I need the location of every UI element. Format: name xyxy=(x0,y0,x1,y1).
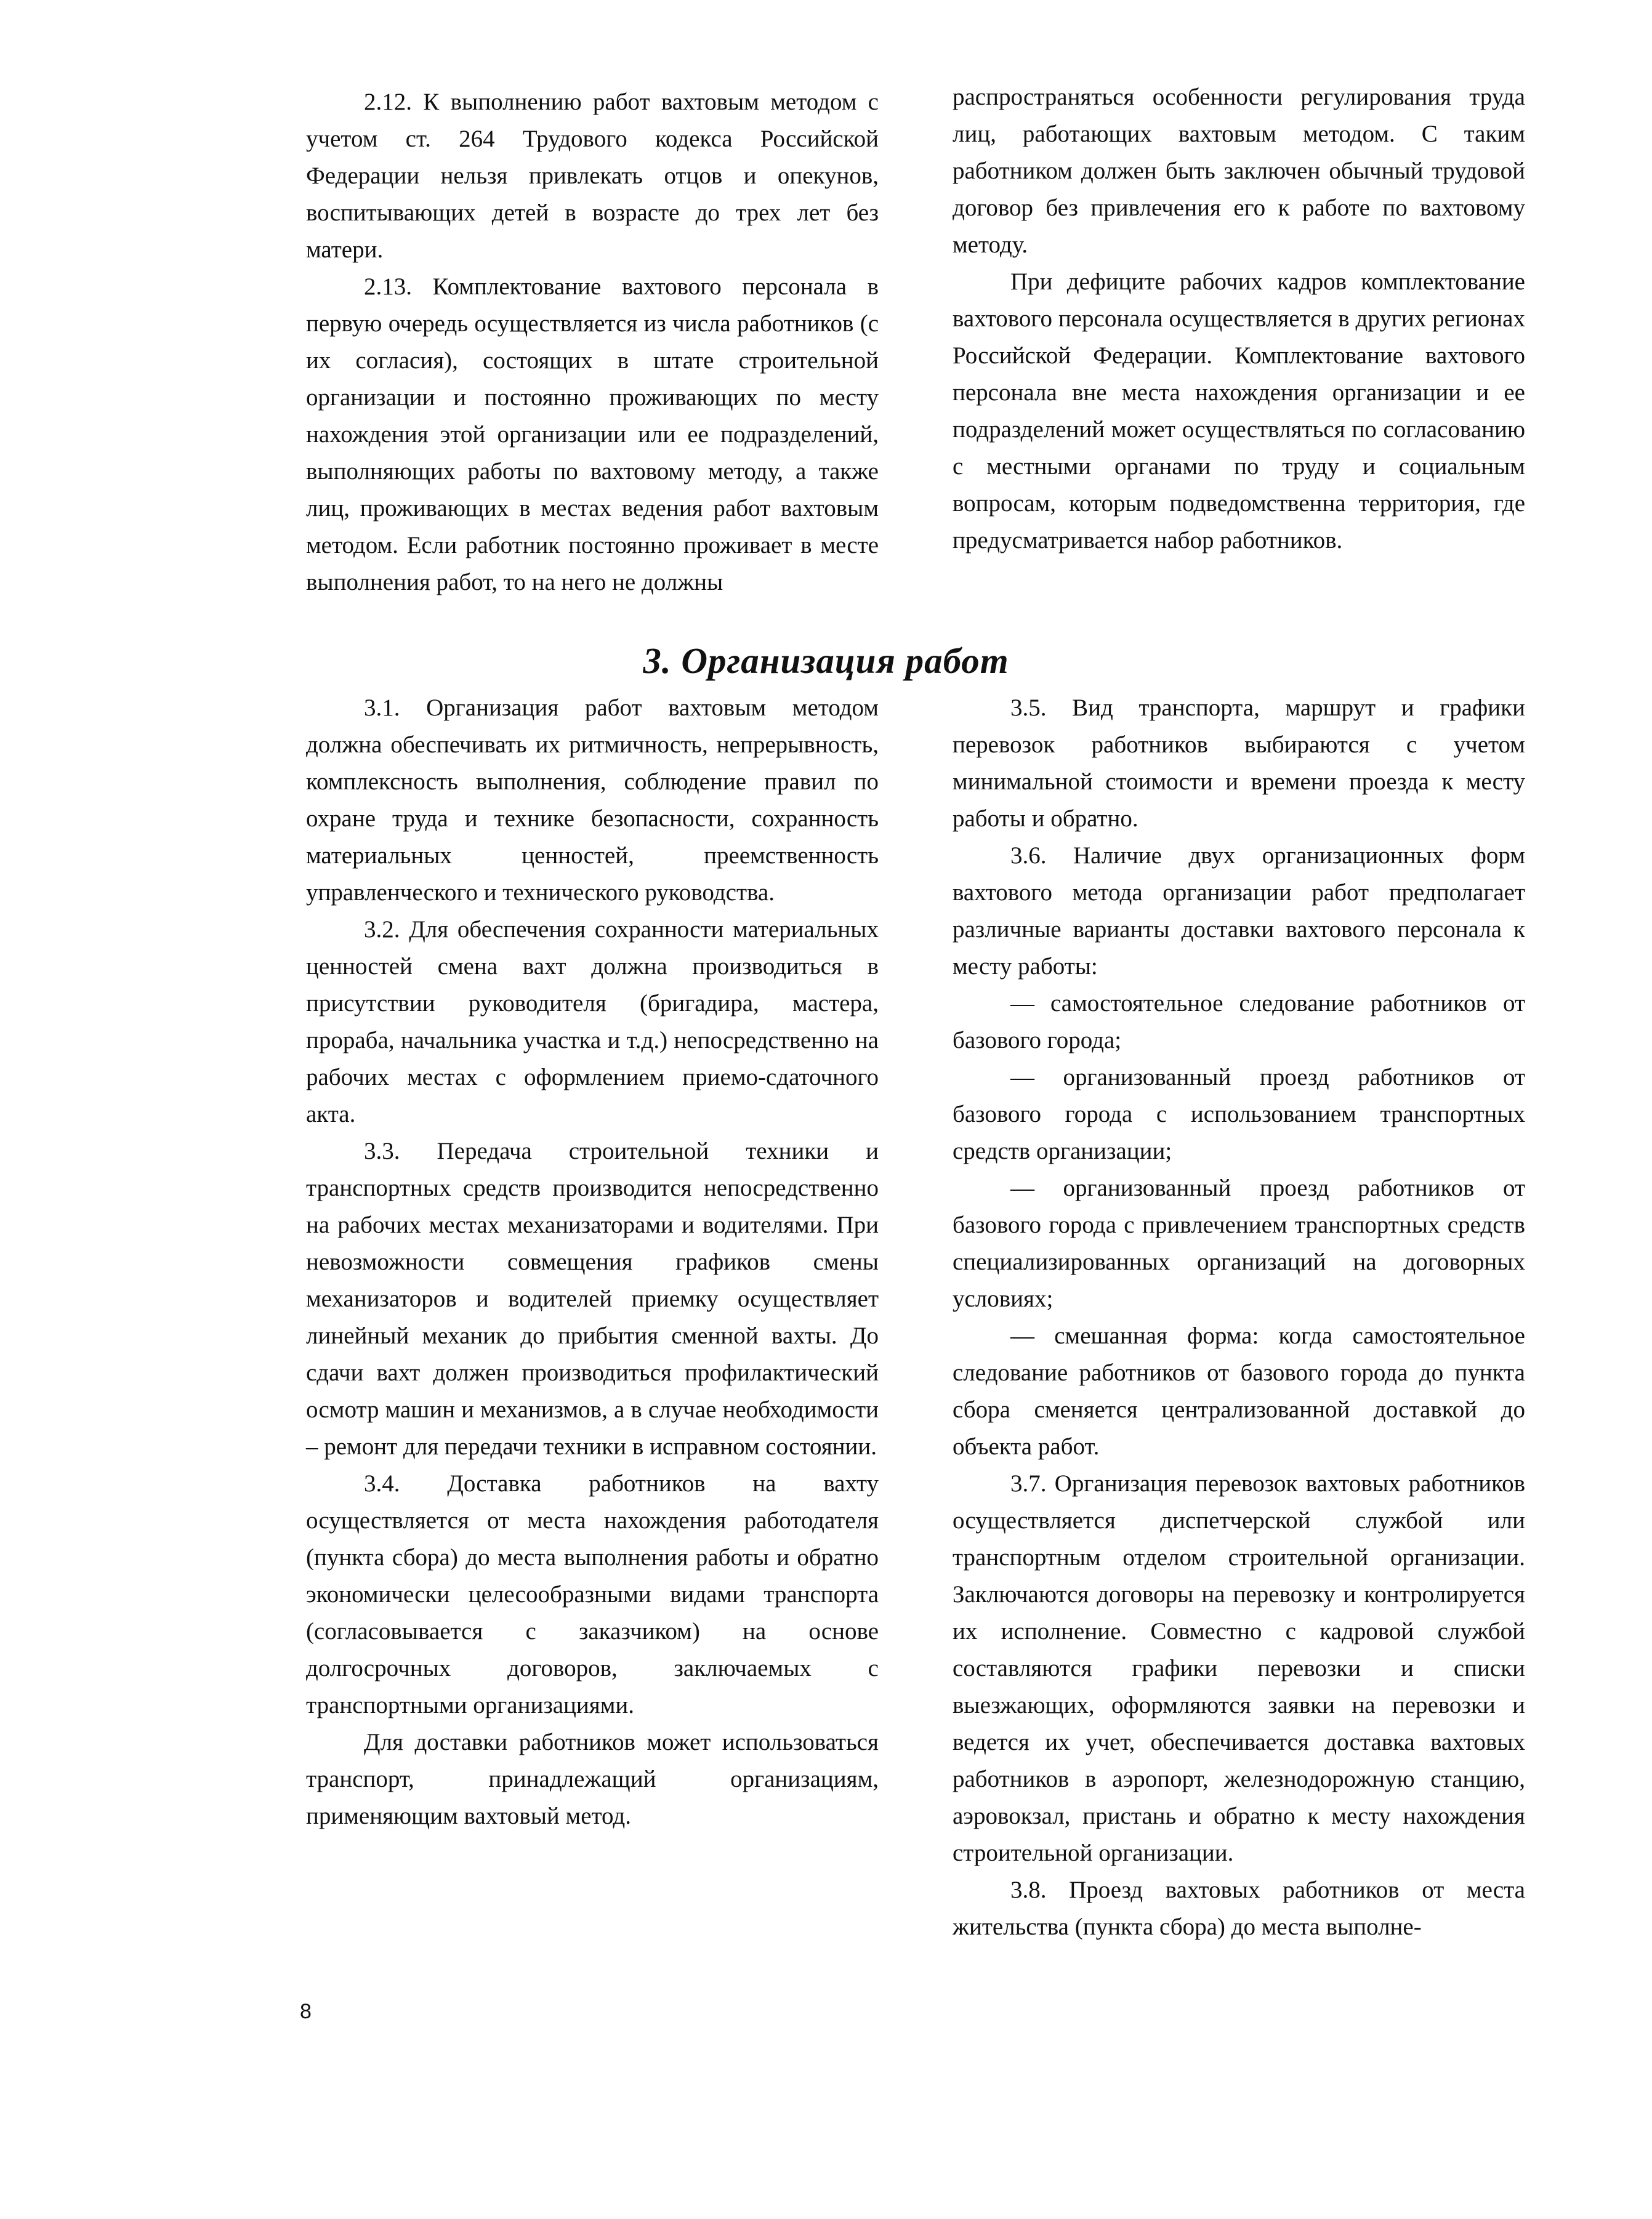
paragraph-3-6: 3.6. Наличие двух организационных форм вахтового метода организации работ предполагает различные варианты доставки вахтового персонала к месту работы: xyxy=(953,842,1525,980)
page-number: 8 xyxy=(300,2000,312,2023)
paragraph-2-13-continued: распространяться особенности регулирования труда лиц, работающих вахтовым методом. С таким работником должен быть заключен обычный трудовой договор без привлечения его к работе по вахтовому методу. xyxy=(953,84,1525,258)
paragraph-3-8: 3.8. Проезд вахтовых работников от места жительства (пункта сбора) до места выполне- xyxy=(953,1877,1525,1940)
list-item-org-transport: — организованный проезд работников от базового города с использованием транспортных средств организации; xyxy=(953,1064,1525,1164)
paragraph-3-4: 3.4. Доставка работников на вахту осуществляется от места нахождения работодателя (пункта сбора) до места выполнения работы и обратно экономически целесообразными видами транспорта (согласовывается с заказчиком) на основе долгосрочных договоров, заключаемых с транспортными организациями. xyxy=(306,1470,879,1718)
paragraph-transport-ownership: Для доставки работников может использоваться транспорт, принадлежащий организациям, применяющим вахтовый метод. xyxy=(306,1729,879,1829)
bottom-right-column xyxy=(953,690,1525,1946)
bottom-left-column xyxy=(306,690,879,1835)
paragraph-3-3: 3.3. Передача строительной техники и транспортных средств производится непосредственно на рабочих местах механизаторами и водителями. При невозможности совмещения графиков смены механизаторов и водителей приемку осуществляет линейный механик до прибытия сменной вахты. До сдачи вахт должен производиться профилактический осмотр машин и механизмов, а в случае необходимости – ремонт для передачи техники в исправном состоянии. xyxy=(306,1138,879,1460)
list-item-contracted-transport: — организованный проезд работников от базового города с привлечением транспортных средств специализированных организаций на договорных условиях; xyxy=(953,1175,1525,1312)
list-item-self-travel: — самостоятельное следование работников от базового города; xyxy=(953,990,1525,1053)
paragraph-3-7: 3.7. Организация перевозок вахтовых работников осуществляется диспетчерской службой или транспортным отделом строительной организации. Заключаются договоры на перевозку и контролируется их исполнение. Совместно с кадровой службой составляются графики перевозки и списки выезжающих, оформляются заявки на перевозки и ведется их учет, обеспечивается доставка вахтовых работников в аэропорт, железнодорожную станцию, аэровокзал, пристань и обратно к месту нахождения строительной организации. xyxy=(953,1470,1525,1866)
paragraph-3-5: 3.5. Вид транспорта, маршрут и графики перевозок работников выбираются с учетом минимальной стоимости и времени проезда к месту работы и обратно. xyxy=(953,695,1525,832)
paragraph-2-12: 2.12. К выполнению работ вахтовым методом с учетом ст. 264 Трудового кодекса Российской Федерации нельзя привлекать отцов и опекунов, воспитывающих детей в возрасте до трех лет без матери. xyxy=(306,89,879,263)
top-left-column xyxy=(306,84,879,601)
paragraph-staff-shortage: При дефиците рабочих кадров комплектование вахтового персонала осуществляется в других регионах Российской Федерации. Комплектование вахтового персонала вне места нахождения организации и ее подразделений может осуществляться по согласованию с местными органами по труду и социальным вопросам, которым подведомственна территория, где предусматривается набор работников. xyxy=(953,268,1525,554)
paragraph-3-2: 3.2. Для обеспечения сохранности материальных ценностей смена вахт должна производиться в присутствии руководителя (бригадира, мастера, прораба, начальника участка и т.д.) непосредственно на рабочих местах с оформлением приемо-сдаточного акта. xyxy=(306,916,879,1127)
paragraph-3-1: 3.1. Организация работ вахтовым методом должна обеспечивать их ритмичность, непрерывность, комплексность выполнения, соблюдение правил по охране труда и технике безопасности, сохранность материальных ценностей, преемственность управленческого и технического руководства. xyxy=(306,695,879,906)
paragraph-2-13: 2.13. Комплектование вахтового персонала в первую очередь осуществляется из числа работников (с их согласия), состоящих в штате строительной организации и постоянно проживающих по месту нахождения этой организации или ее подразделений, выполняющих работы по вахтовому методу, а также лиц, проживающих в местах ведения работ вахтовым методом. Если работник постоянно проживает в месте выполнения работ, то на него не должны xyxy=(306,273,879,595)
section-heading: 3. Организация работ xyxy=(643,640,1009,681)
top-right-column xyxy=(953,79,1525,559)
list-item-mixed-form: — смешанная форма: когда самостоятельное следование работников от базового города до пункта сбора сменяется централизованной доставкой до объекта работ. xyxy=(953,1323,1525,1460)
